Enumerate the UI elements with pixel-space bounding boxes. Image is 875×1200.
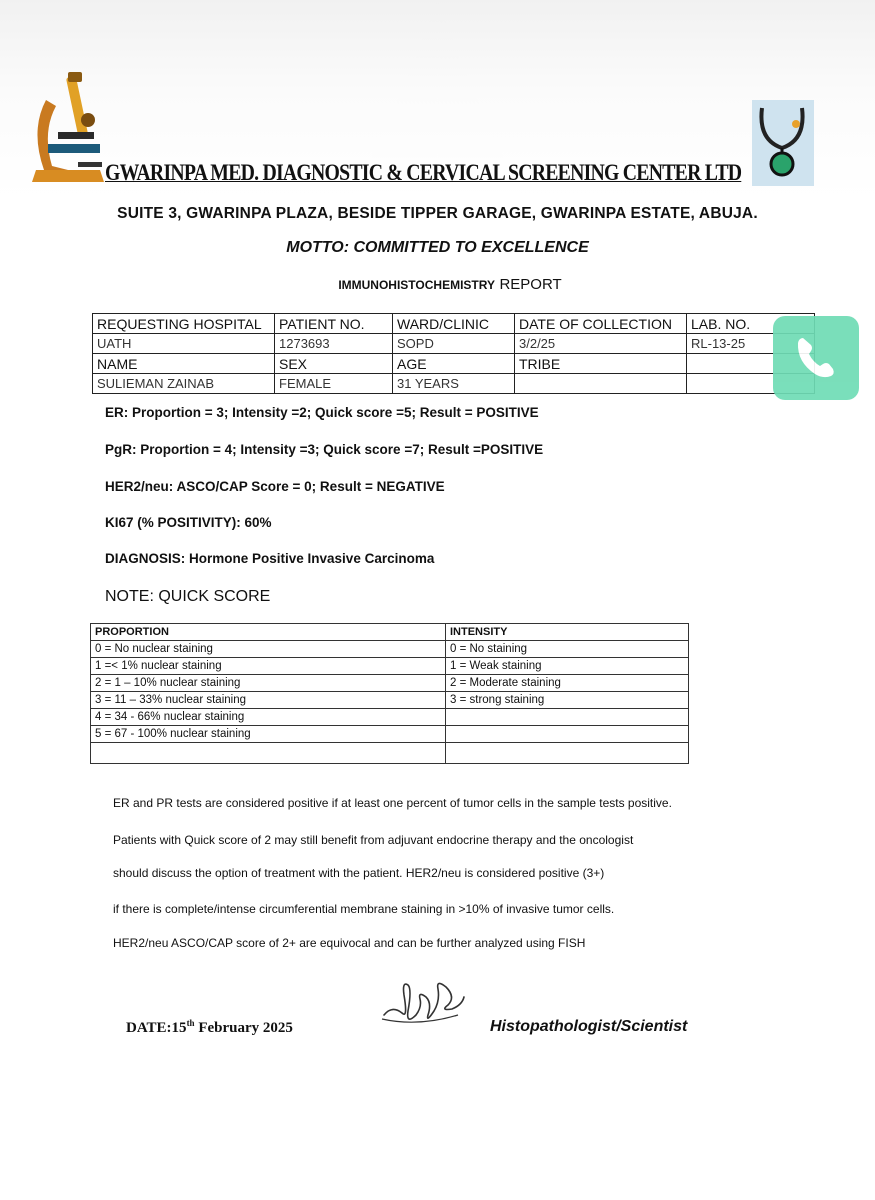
table-cell: FEMALE	[275, 374, 393, 394]
table-row	[91, 675, 689, 692]
table-cell: 2 = Moderate staining	[446, 675, 689, 692]
diagnosis: DIAGNOSIS: Hormone Positive Invasive Carcinoma	[105, 551, 435, 566]
table-cell: 5 = 67 - 100% nuclear staining	[91, 726, 446, 743]
table-cell: REQUESTING HOSPITAL	[93, 314, 275, 334]
table-cell	[446, 709, 689, 726]
table-cell: PATIENT NO.	[275, 314, 393, 334]
table-cell: 0 = No nuclear staining	[91, 641, 446, 658]
table-cell	[91, 743, 446, 764]
report-title-suffix: REPORT	[499, 276, 562, 293]
table-row	[93, 354, 815, 374]
clinic-motto: MOTTO: COMMITTED TO EXCELLENCE	[286, 239, 589, 256]
quick-score-table	[90, 623, 689, 764]
table-cell	[446, 743, 689, 764]
microscope-icon	[28, 70, 108, 190]
date-prefix: DATE:15	[126, 1020, 187, 1036]
table-cell: 2 = 1 – 10% nuclear staining	[91, 675, 446, 692]
table-row	[93, 314, 815, 334]
table-cell: 1273693	[275, 334, 393, 354]
er-result: ER: Proportion = 3; Intensity =2; Quick score =5; Result = POSITIVE	[105, 405, 539, 420]
table-cell: DATE OF COLLECTION	[515, 314, 687, 334]
paragraph-line: ER and PR tests are considered positive if at least one percent of tumor cells in the sample tests positive.	[113, 796, 672, 810]
table-cell: 3 = 11 – 33% nuclear staining	[91, 692, 446, 709]
table-cell: 0 = No staining	[446, 641, 689, 658]
table-cell: LAB. NO.	[687, 314, 815, 334]
stethoscope-icon	[752, 100, 814, 186]
table-row	[91, 743, 689, 764]
pgr-result: PgR: Proportion = 4; Intensity =3; Quick score =7; Result =POSITIVE	[105, 442, 544, 457]
table-header: PROPORTION	[91, 624, 446, 641]
table-row	[91, 624, 689, 641]
her2-result: HER2/neu: ASCO/CAP Score = 0; Result = NEGATIVE	[105, 479, 445, 494]
table-cell: RL-13-25	[687, 334, 815, 354]
table-row	[91, 726, 689, 743]
paragraph-line: HER2/neu ASCO/CAP score of 2+ are equivocal and can be further analyzed using FISH	[113, 936, 586, 950]
table-cell: 3/2/25	[515, 334, 687, 354]
table-header: INTENSITY	[446, 624, 689, 641]
date-suffix-ordinal: th	[186, 1018, 195, 1028]
note-title: NOTE: QUICK SCORE	[105, 588, 271, 605]
phone-icon	[773, 316, 859, 400]
clinic-name: GWARINPA MED. DIAGNOSTIC & CERVICAL SCREENING CENTER LTD	[105, 160, 742, 185]
table-row	[93, 334, 815, 354]
table-row	[91, 709, 689, 726]
ki67-result: KI67 (% POSITIVITY): 60%	[105, 515, 272, 530]
table-cell: AGE	[393, 354, 515, 374]
signature	[378, 975, 468, 1031]
report-title-main: IMMUNOHISTOCHEMISTRY	[338, 278, 495, 292]
table-cell: 1 = Weak staining	[446, 658, 689, 675]
table-cell	[515, 374, 687, 394]
report-date	[126, 1018, 293, 1037]
table-row	[91, 658, 689, 675]
table-cell: SULIEMAN ZAINAB	[93, 374, 275, 394]
table-cell: 4 = 34 - 66% nuclear staining	[91, 709, 446, 726]
table-cell: SOPD	[393, 334, 515, 354]
clinic-address: SUITE 3, GWARINPA PLAZA, BESIDE TIPPER GARAGE, GWARINPA ESTATE, ABUJA.	[117, 205, 758, 222]
table-cell: NAME	[93, 354, 275, 374]
table-row	[93, 374, 815, 394]
signer-title: Histopathologist/Scientist	[490, 1018, 688, 1035]
table-cell: SEX	[275, 354, 393, 374]
table-row	[91, 692, 689, 709]
table-cell: 31 YEARS	[393, 374, 515, 394]
paragraph-line: Patients with Quick score of 2 may still benefit from adjuvant endocrine therapy and the oncologist	[113, 833, 634, 847]
table-cell: 1 =< 1% nuclear staining	[91, 658, 446, 675]
table-cell: UATH	[93, 334, 275, 354]
phone-call-button[interactable]	[773, 316, 859, 400]
report-title	[0, 276, 875, 294]
date-month-year: February 2025	[194, 1020, 293, 1036]
paragraph-line: should discuss the option of treatment with the patient. HER2/neu is considered positive (3+)	[113, 866, 605, 880]
table-row	[91, 641, 689, 658]
table-cell	[446, 726, 689, 743]
paragraph-line: if there is complete/intense circumferential membrane staining in >10% of invasive tumor cells.	[113, 902, 615, 916]
patient-info-table	[92, 313, 815, 394]
table-cell: 3 = strong staining	[446, 692, 689, 709]
table-cell: TRIBE	[515, 354, 687, 374]
table-cell: WARD/CLINIC	[393, 314, 515, 334]
